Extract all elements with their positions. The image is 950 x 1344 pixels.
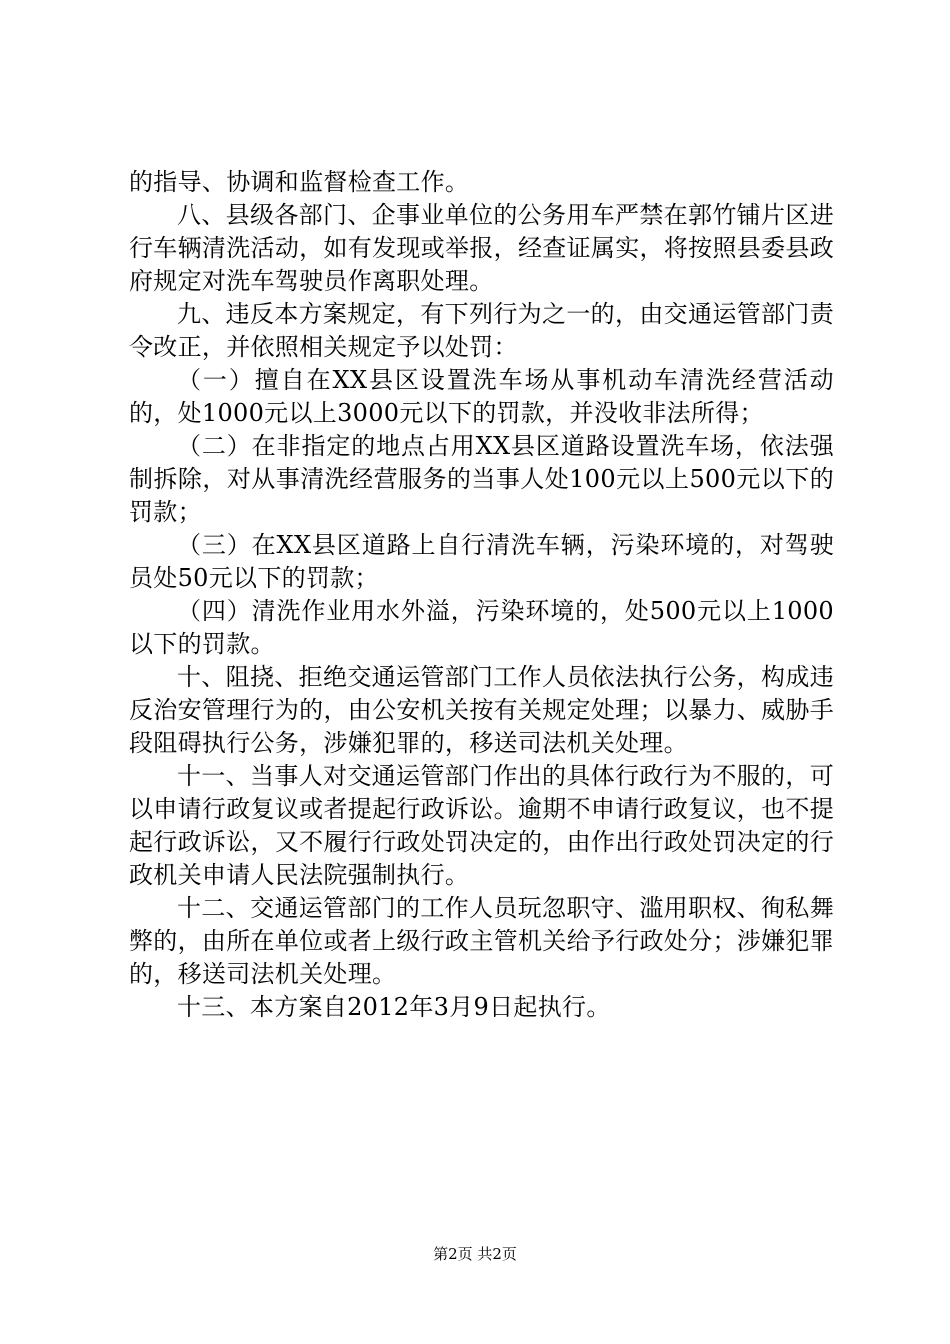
- paragraph-item-12: 十二、交通运管部门的工作人员玩忽职守、滥用职权、徇私舞弊的，由所在单位或者上级行政主管机关给予行政处分；涉嫌犯罪的，移送司法机关处理。: [129, 894, 834, 988]
- page-number-footer: 第2页 共2页: [433, 1245, 517, 1263]
- paragraph-subitem-4: （四）清洗作业用水外溢，污染环境的，处500元以上1000以下的罚款。: [129, 597, 834, 658]
- paragraph-item-10: 十、阻挠、拒绝交通运管部门工作人员依法执行公务，构成违反治安管理行为的，由公安机关按有关规定处理；以暴力、威胁手段阻碍执行公务，涉嫌犯罪的，移送司法机关处理。: [129, 663, 834, 757]
- paragraph-subitem-1: （一）擅自在XX县区设置洗车场从事机动车清洗经营活动的，处1000元以上3000元以下的罚款，并没收非法所得；: [129, 366, 834, 427]
- paragraph-subitem-3: （三）在XX县区道路上自行清洗车辆，污染环境的，对驾驶员处50元以下的罚款；: [129, 531, 834, 592]
- paragraph-item-11: 十一、当事人对交通运管部门作出的具体行政行为不服的，可以申请行政复议或者提起行政诉讼。逾期不申请行政复议，也不提起行政诉讼，又不履行行政处罚决定的，由作出行政处罚决定的行政机关申请人民法院强制执行。: [129, 762, 834, 889]
- paragraph-subitem-2: （二）在非指定的地点占用XX县区道路设置洗车场，依法强制拆除，对从事清洗经营服务的当事人处100元以上500元以下的罚款；: [129, 432, 834, 526]
- paragraph-item-9: 九、违反本方案规定，有下列行为之一的，由交通运管部门责令改正，并依照相关规定予以处罚：: [129, 300, 834, 361]
- paragraph-continuation: 的指导、协调和监督检查工作。: [129, 168, 470, 196]
- paragraph-item-8: 八、县级各部门、企事业单位的公务用车严禁在郭竹铺片区进行车辆清洗活动，如有发现或举报，经查证属实，将按照县委县政府规定对洗车驾驶员作离职处理。: [129, 201, 834, 295]
- document-body: [129, 166, 834, 1024]
- paragraph-item-13: 十三、本方案自2012年3月9日起执行。: [177, 993, 611, 1021]
